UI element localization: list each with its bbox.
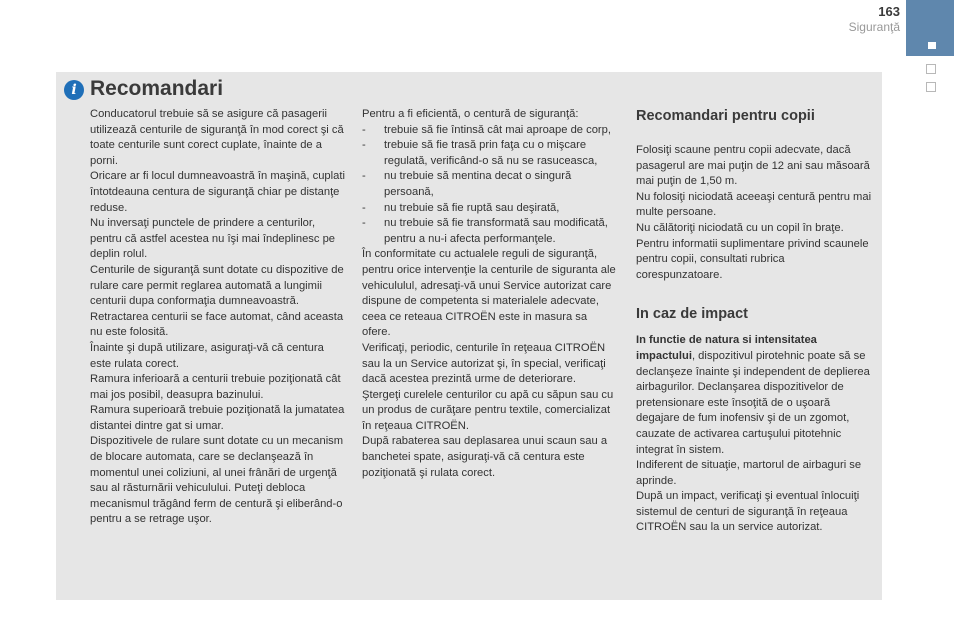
outline-square-icon [926, 64, 936, 74]
paragraph: Centurile de siguranţă sunt dotate cu dispozitive de rulare care permit reglarea automată a lungimii centurii dupa conformaţia dumneavoastră. Retractarea centurii se face automat, când aceasta nu este folosită. [90, 263, 344, 339]
paragraph: Nu inversaţi punctele de prindere a centurilor, pentru că astfel acestea nu îşi mai îndeplinesc pe deplin rolul. [90, 217, 336, 261]
list-item: - nu trebuie să mentina decat o singură persoană, [362, 170, 572, 198]
paragraph: Ramura superioară trebuie poziţionată la jumatatea distantei dintre gat si umar. [90, 404, 345, 432]
tab-square-icon [928, 42, 936, 49]
column-children-impact [636, 107, 874, 536]
column-general [90, 107, 345, 528]
list-item: - trebuie să fie trasă prin faţa cu o mişcare regulată, verificând-o să nu se rasuceasca, [362, 139, 598, 167]
paragraph: Nu călătoriţi niciodată cu un copil în braţe. [636, 221, 844, 234]
list-item: - nu trebuie să fie ruptă sau deşirată, [362, 201, 560, 214]
impact-text: , dispozitivul pirotehnic poate să se declanşeze înainte şi independent de deplierea airbagurilor. Declanşarea dispozitivelor de pretensionare este însoţită de o uşoară degajare de fum inofensiv şi de un zgomot, cauzate de activarea cartuşului pitotehnic integrat în sistem. [636, 349, 870, 456]
paragraph: După un impact, verificaţi şi eventual înlocuiţi sistemul de centuri de siguranţă în reţeaua CITROËN sau la un service autorizat. [636, 490, 860, 534]
paragraph: Oricare ar fi locul dumneavoastră în maşină, cuplati întotdeauna centura de siguranţă chiar pe distanţe reduse. [90, 170, 345, 214]
paragraph: Verificaţi, periodic, centurile în reţeaua CITROËN sau la un Service autorizat şi, în special, verificaţi dacă acestea prezintă urme de deteriorare. [362, 341, 606, 386]
impact-lead: In functie de natura si intensitatea impactului [636, 334, 817, 362]
paragraph: Conducatorul trebuie să se asigure că pasagerii utilizează centurile de siguranţă în mod corect şi că toate centurile sunt corect cuplate, înainte de a porni. [90, 108, 344, 167]
heading-children: Recomandari pentru copii [636, 108, 815, 124]
section-name: Siguranţă [848, 20, 900, 34]
section-tab [906, 0, 954, 56]
list-item: - nu trebuie să fie transformată sau modificată, pentru a nu-i afecta performanţele. [362, 217, 608, 245]
intro-text: Pentru a fi eficientă, o centură de siguranţă: [362, 108, 579, 120]
list-item: - trebuie să fie întinsă cât mai aproape de corp, [362, 123, 611, 136]
paragraph: Ştergeţi curelele centurilor cu apă cu săpun sau cu un produs de curăţare pentru textile, comercializat în reţeaua CITROËN. [362, 388, 614, 432]
paragraph: După rabaterea sau deplasarea unui scaun sau a banchetei spate, asiguraţi-vă că centura este poziţionată şi rulata corect. [362, 435, 608, 479]
page-number: 163 [878, 4, 900, 19]
column-efficiency [362, 107, 618, 481]
paragraph: Înainte şi după utilizare, asiguraţi-vă că centura este rulata corect. [90, 341, 324, 370]
paragraph: Dispozitivele de rulare sunt dotate cu un mecanism de blocare automata, care se declanşează în momentul unei coliziuni, al unei frânări de urgenţă sau al răsturnării vehiculului. Puteţi debloca mecanismul trăgând ferm de centură şi eliberând-o pentru a se retrage uşor. [90, 435, 344, 526]
paragraph: Nu folosiţi niciodată aceeaşi centură pentru mai multe persoane. [636, 190, 872, 219]
heading-impact: In caz de impact [636, 306, 749, 323]
paragraph: În conformitate cu actualele reguli de siguranţă, pentru orice intervenţie la centurile de siguranta ale vehicululul, adresaţi-vă unui Service autorizat care dispune de competenta si materialele adecvate, ceea ce reteaua CITROËN este in masura sa ofere. [362, 248, 616, 339]
paragraph [636, 333, 874, 458]
info-icon: i [64, 80, 84, 100]
paragraph: Indiferent de situaţie, martorul de airbaguri se aprinde. [636, 459, 862, 487]
paragraph: Ramura inferioară a centurii trebuie poziţionată cât mai jos posibil, deasupra bazinului. [90, 373, 341, 401]
paragraph: Pentru informatii suplimentare privind scaunele pentru copii, consultati rubrica corespunzatoare. [636, 237, 869, 281]
page-title: Recomandari [90, 77, 224, 100]
outline-square-icon [926, 82, 936, 92]
paragraph: Folosiţi scaune pentru copii adecvate, dacă pasagerul are mai puţin de 12 ani sau măsoară mai puţin de 1,50 m. [636, 144, 870, 188]
